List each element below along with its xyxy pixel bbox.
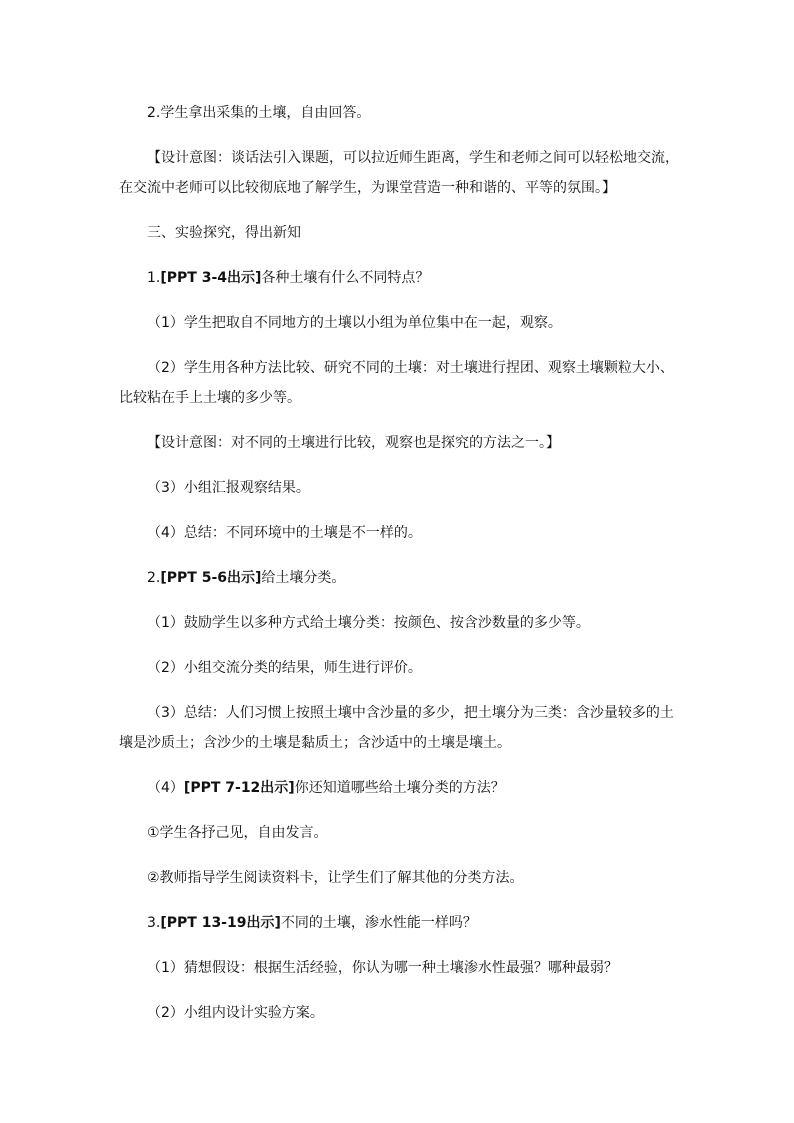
paragraph-line-continued: 比较粘在手上土壤的多少等。 [119, 390, 301, 406]
paragraph-line-continued: 壤是沙质土；含沙少的土壤是黏质土；含沙适中的土壤是壤土。 [119, 735, 511, 751]
sub-step-heading [147, 779, 505, 797]
paragraph-line: ②教师指导学生阅读资料卡，让学生们了解其他的分类方法。 [147, 870, 524, 886]
step-heading-2 [147, 569, 345, 587]
paragraph-line: （3）小组汇报观察结果。 [147, 480, 310, 496]
paragraph-line: （1）鼓励学生以多种方式给土壤分类：按颜色、按含沙数量的多少等。 [147, 615, 590, 631]
paragraph-line: （2）小组内设计实验方案。 [147, 1005, 324, 1021]
design-intent-line: 【设计意图：谈话法引入课题，可以拉近师生距离，学生和老师之间可以轻松地交流， [147, 150, 679, 166]
paragraph-line: 2.学生拿出采集的土壤，自由回答。 [147, 105, 371, 121]
design-intent-line: 【设计意图：对不同的土壤进行比较，观察也是探究的方法之一。】 [147, 435, 560, 451]
step-title: 给土壤分类。 [261, 570, 346, 586]
step-heading-3 [147, 914, 477, 932]
paragraph-line: （2）学生用各种方法比较、研究不同的土壤：对土壤进行捏团、观察土壤颗粒大小、 [147, 360, 674, 376]
paragraph-line: ①学生各抒己见，自由发言。 [147, 825, 328, 841]
step-title: 不同的土壤，渗水性能一样吗？ [280, 915, 477, 931]
ppt-slide-tag: [PPT 13-19出示] [160, 915, 281, 931]
paragraph-line: （1）猜想假设：根据生活经验，你认为哪一种土壤渗水性最强？哪种最弱？ [147, 960, 618, 976]
paragraph-line: （3）总结：人们习惯上按照土壤中含沙量的多少，把土壤分为三类：含沙量较多的土 [147, 705, 674, 721]
step-heading-1 [147, 269, 429, 287]
ppt-slide-tag: [PPT 7-12出示] [183, 780, 295, 796]
step-number: 1. [147, 270, 161, 286]
sub-step-title: 你还知道哪些给土壤分类的方法？ [294, 780, 505, 796]
paragraph-line: （2）小组交流分类的结果，师生进行评价。 [147, 660, 422, 676]
sub-step-number: （4） [147, 780, 184, 796]
step-number: 2. [147, 570, 161, 586]
section-heading: 三、实验探究，得出新知 [147, 225, 301, 241]
step-title: 各种土壤有什么不同特点？ [261, 270, 430, 286]
design-intent-line-continued: 在交流中老师可以比较彻底地了解学生，为课堂营造一种和谐的、平等的氛围。】 [119, 180, 616, 196]
paragraph-line: （1）学生把取自不同地方的土壤以小组为单位集中在一起，观察。 [147, 315, 562, 331]
step-number: 3. [147, 915, 161, 931]
paragraph-line: （4）总结：不同环境中的土壤是不一样的。 [147, 525, 422, 541]
ppt-slide-tag: [PPT 5-6出示] [160, 570, 262, 586]
ppt-slide-tag: [PPT 3-4出示] [160, 270, 262, 286]
